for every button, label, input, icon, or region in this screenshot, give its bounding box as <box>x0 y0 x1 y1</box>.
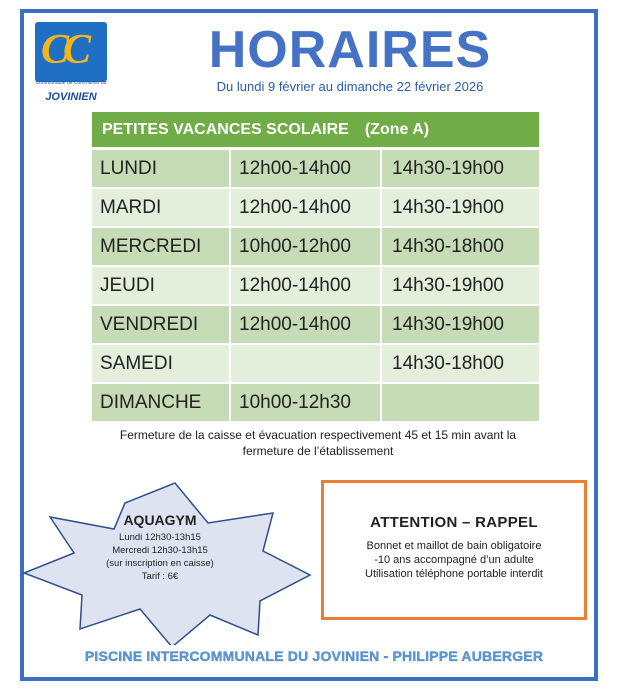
date-range: Du lundi 9 février au dimanche 22 février 2026 <box>216 79 484 94</box>
attention-lines <box>324 539 584 581</box>
afternoon-cell: 14h30-19h00 <box>392 314 504 335</box>
aquagym-title: AQUAGYM <box>123 512 197 528</box>
aquagym-box <box>70 512 250 583</box>
schedule-heading <box>92 112 539 147</box>
attention-box <box>321 480 587 620</box>
logo-mark: CC <box>41 27 86 73</box>
morning-cell: 10h00-12h30 <box>231 384 382 421</box>
schedule-row-lundi <box>92 150 539 187</box>
afternoon-cell: 14h30-18h00 <box>392 236 504 257</box>
aquagym-line: Tarif : 6€ <box>141 571 179 582</box>
morning-cell: 12h00-14h00 <box>231 150 382 187</box>
morning-cell: 12h00-14h00 <box>231 306 382 343</box>
day-cell: MERCREDI <box>92 228 231 265</box>
aquagym-line: Lundi 12h30-13h15 <box>119 532 201 543</box>
schedule-heading-label: PETITES VACANCES SCOLAIRE <box>102 121 349 138</box>
day-cell: LUNDI <box>92 150 231 187</box>
day-cell: DIMANCHE <box>92 384 231 421</box>
attention-line: Utilisation téléphone portable interdit <box>365 568 543 580</box>
schedule-zone: (Zone A) <box>364 121 430 138</box>
aquagym-line: (sur inscription en caisse) <box>106 558 214 569</box>
schedule-row-mardi <box>92 189 539 226</box>
day-cell: SAMEDI <box>92 345 231 382</box>
afternoon-cell: 14h30-18h00 <box>392 353 504 374</box>
afternoon-cell: 14h30-19h00 <box>392 197 504 218</box>
morning-cell: 10h00-12h00 <box>231 228 382 265</box>
logo-name: JOVINIEN <box>45 91 97 103</box>
morning-cell: 12h00-14h00 <box>231 267 382 304</box>
schedule-row-samedi <box>92 345 539 382</box>
closing-note-line-2: fermeture de l’établissement <box>242 444 394 458</box>
attention-title: ATTENTION – RAPPEL <box>370 514 538 531</box>
afternoon-cell: 14h30-19h00 <box>392 158 504 179</box>
afternoon-cell <box>382 384 539 421</box>
day-cell: JEUDI <box>92 267 231 304</box>
day-cell: VENDREDI <box>92 306 231 343</box>
schedule-row-dimanche <box>92 384 539 421</box>
schedule-row-mercredi <box>92 228 539 265</box>
day-cell: MARDI <box>92 189 231 226</box>
schedule-row-vendredi <box>92 306 539 343</box>
page-title: HORAIRES <box>208 21 492 79</box>
closing-note-line-1: Fermeture de la caisse et évacuation respectivement 45 et 15 min avant la <box>119 428 517 442</box>
aquagym-line: Mercredi 12h30-13h15 <box>112 545 208 556</box>
logo-box <box>35 22 107 82</box>
cc-jovinien-logo <box>35 22 107 104</box>
afternoon-cell: 14h30-19h00 <box>392 275 504 296</box>
attention-line: Bonnet et maillot de bain obligatoire <box>366 540 542 552</box>
logo-subtitle: Communauté de Communes du <box>35 80 107 86</box>
morning-cell <box>231 345 382 382</box>
attention-line: -10 ans accompagné d’un adulte <box>374 554 534 566</box>
morning-cell: 12h00-14h00 <box>231 189 382 226</box>
schedule-row-jeudi <box>92 267 539 304</box>
footer-title: PISCINE INTERCOMMUNALE DU JOVINIEN - PHILIPPE AUBERGER <box>84 648 544 664</box>
